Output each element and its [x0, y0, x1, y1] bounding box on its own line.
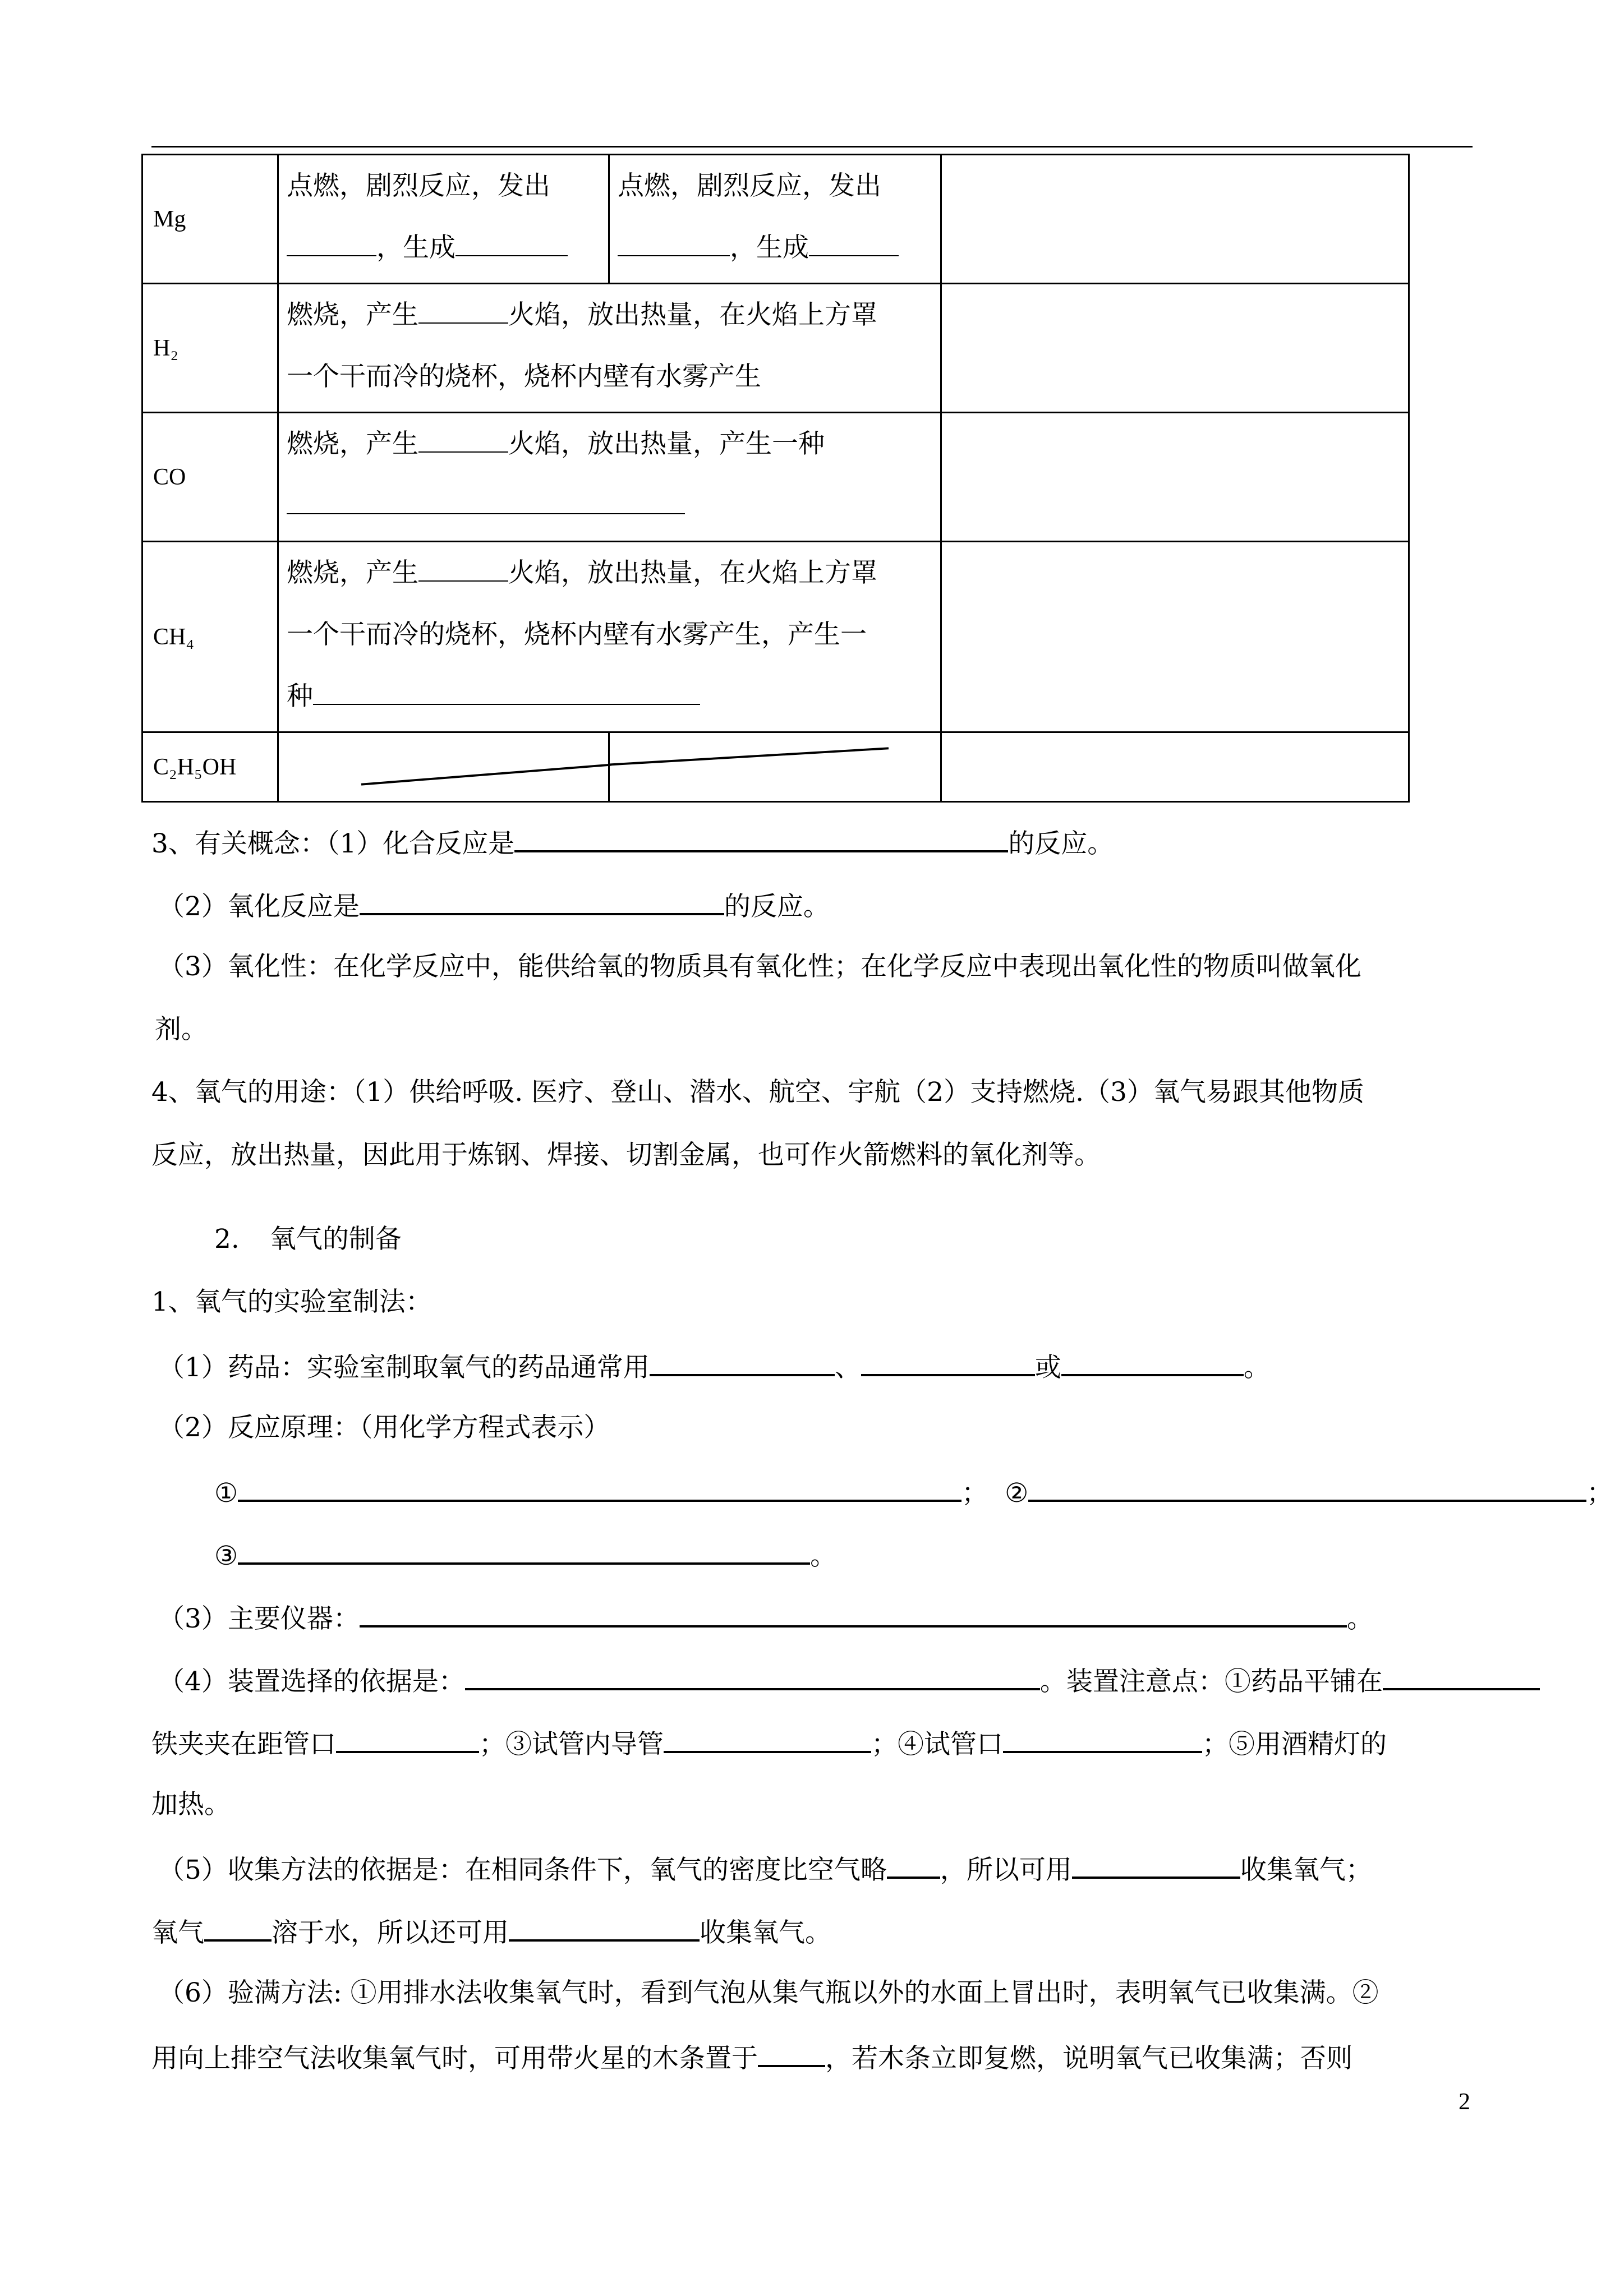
section-heading: 2. 氧气的制备 [214, 1224, 402, 1255]
equation-line-1: ① ； ② ； [214, 1474, 1613, 1507]
fill-blank [861, 1348, 1035, 1376]
fill-blank [456, 232, 568, 256]
lab-method: 1、氧气的实验室制法： [151, 1287, 432, 1317]
phenomenon-text: 一个干而冷的烧杯，烧杯内壁有水雾产生，产生一 [287, 619, 867, 650]
fill-blank [418, 557, 508, 582]
phenomenon-text: 种 [287, 681, 313, 712]
fill-blank [509, 1914, 700, 1942]
empty-cell [941, 732, 1409, 802]
phenomenon-text: 燃烧，产生 [287, 557, 418, 588]
fill-blank [664, 1725, 871, 1753]
fill-blank [1061, 1348, 1244, 1376]
substance-cell: CO [142, 413, 278, 542]
fill-blank [418, 299, 508, 324]
reaction-principle: （2）反应原理：（用化学方程式表示） [158, 1412, 610, 1443]
collection-line-2: 氧气 溶于水，所以还可用 收集氧气。 [151, 1914, 831, 1947]
struck-cell [278, 732, 609, 802]
fill-blank [1383, 1662, 1540, 1690]
phenomenon-text: 火焰，放出热量，在火焰上方罩 [508, 299, 877, 330]
table-row-ch4 [142, 542, 1409, 732]
phenomenon-cell [278, 284, 941, 413]
fill-blank [360, 887, 724, 915]
phenomenon-cell-b [609, 155, 941, 284]
oxygen-uses-cont: 反应，放出热量，因此用于炼钢、焊接、切割金属，也可作火箭燃料的氧化剂等。 [151, 1140, 1101, 1170]
collection-line-1: （5）收集方法的依据是：在相同条件下，氧气的密度比空气略 ，所以可用 收集氧气； [158, 1851, 1372, 1884]
strike-line [608, 733, 944, 801]
substance-cell: Mg [142, 155, 278, 284]
concept-oxidation: （2）氧化反应是 的反应。 [158, 887, 830, 921]
empty-cell [941, 155, 1409, 284]
fill-blank [465, 1662, 1040, 1690]
device-line-1: （4）装置选择的依据是： 。装置注意点：①药品平铺在 [158, 1662, 1540, 1696]
strike-line [277, 733, 611, 801]
table-row-ethanol [142, 732, 1409, 802]
phenomenon-cell-a [278, 155, 609, 284]
fill-blank [514, 824, 1008, 852]
fill-blank [887, 1851, 940, 1879]
phenomenon-text: 一个干而冷的烧杯，烧杯内壁有水雾产生 [287, 361, 761, 392]
fill-blank [360, 1599, 1347, 1628]
fill-blank [1028, 1474, 1586, 1502]
fill-blank [336, 1725, 479, 1753]
empty-cell [941, 284, 1409, 413]
table-row-h2 [142, 284, 1409, 413]
fill-blank [758, 2039, 825, 2067]
phenomenon-text: 燃烧，产生 [287, 299, 418, 330]
fill-blank [238, 1474, 961, 1502]
phenomenon-text: 点燃，剧烈反应，发出 [618, 170, 881, 201]
device-line-3: 加热。 [151, 1789, 231, 1820]
phenomenon-text: 火焰，放出热量，在火焰上方罩 [508, 557, 877, 588]
fill-blank [238, 1537, 810, 1565]
empty-cell [941, 413, 1409, 542]
fill-blank [204, 1914, 272, 1942]
substance-cell: CH₄ [142, 542, 278, 732]
combustion-phenomena-table [141, 154, 1410, 803]
reagents-line: （1）药品：实验室制取氧气的药品通常用 、 或 。 [158, 1348, 1270, 1382]
concept-oxidizing: （3）氧化性：在化学反应中，能供给氧的物质具有氧化性；在化学反应中表现出氧化性的物质叫做氧化 [158, 951, 1361, 982]
phenomenon-text: 燃烧，产生 [287, 428, 418, 459]
concept-combination: 3、有关概念：（1）化合反应是 的反应。 [151, 824, 1114, 858]
empty-cell [941, 542, 1409, 732]
apparatus-line: （3）主要仪器： 。 [158, 1599, 1373, 1633]
oxygen-uses: 4、氧气的用途：（1）供给呼吸. 医疗、登山、潜水、航空、宇航（2）支持燃烧.（3）氧气易跟其他物质 [151, 1077, 1364, 1108]
phenomenon-cell [278, 413, 941, 542]
phenomenon-cell [278, 542, 941, 732]
substance-cell: C₂H₅OH [142, 732, 278, 802]
table-row-co [142, 413, 1409, 542]
phenomenon-text: 火焰，放出热量，产生一种 [508, 428, 825, 459]
phenomenon-text: ，生成 [376, 232, 456, 263]
concept-oxidizing-cont: 剂。 [155, 1014, 208, 1045]
fill-blank [313, 680, 700, 705]
device-line-2: 铁夹夹在距管口 ；③试管内导管 ；④试管口 ；⑤用酒精灯的 [151, 1725, 1387, 1759]
struck-cell [609, 732, 941, 802]
fill-blank [287, 490, 685, 514]
fill-blank [287, 232, 376, 256]
substance-cell: H₂ [142, 284, 278, 413]
header-rule [151, 146, 1473, 147]
equation-line-2: ③ 。 [214, 1537, 836, 1570]
fill-blank [650, 1348, 835, 1376]
fill-blank [1072, 1851, 1240, 1879]
fill-blank [1003, 1725, 1202, 1753]
page-number: 2 [1459, 2089, 1470, 2115]
phenomenon-text: 点燃，剧烈反应，发出 [287, 170, 550, 201]
fill-blank [418, 428, 508, 453]
table-row-mg [142, 155, 1409, 284]
fill-blank [618, 232, 730, 256]
fill-blank [809, 232, 899, 256]
phenomenon-text: ，生成 [730, 232, 809, 263]
check-full-line-1: （6）验满方法: ①用排水法收集氧气时，看到气泡从集气瓶以外的水面上冒出时，表明氧气已收集满。② [158, 1977, 1379, 2008]
check-full-line-2: 用向上排空气法收集氧气时，可用带火星的木条置于 ，若木条立即复燃，说明氧气已收集满；否则 [151, 2039, 1352, 2073]
